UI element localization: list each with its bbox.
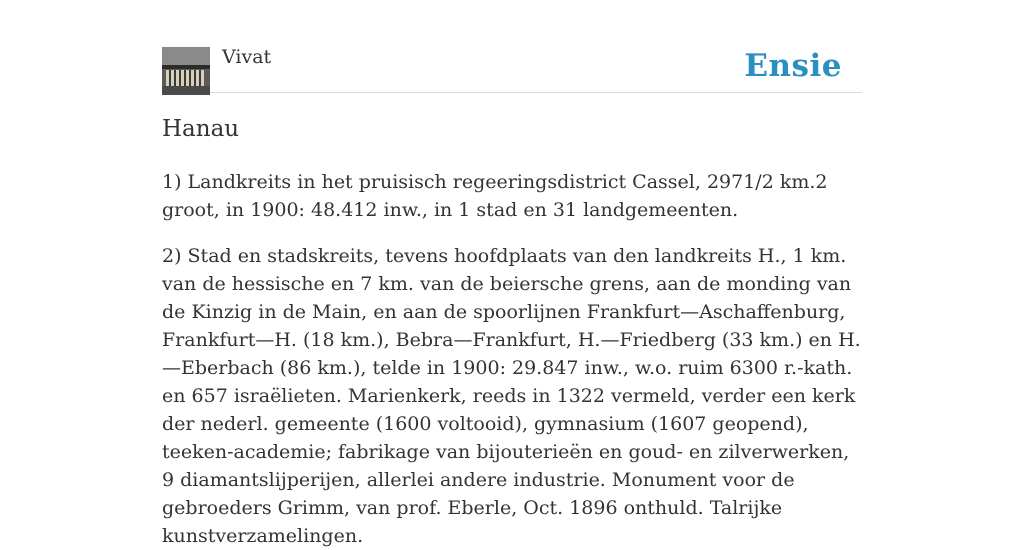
entry-paragraph-2: 2) Stad en stadskreits, tevens hoofdplaats van den landkreits H., 1 km. van de hessische en 7 km. van de beiersche grens, aan de monding van de Kinzig in de Main, en aan de spoorlijnen Frankfurt—Aschaffenburg, Frankfurt—H. (18 km.), Bebra—Frankfurt, H.—Friedberg (33 km.) en H.—Eberbach (86 km.), telde in 1900: 29.847 inw., w.o. ruim 6300 r.-kath. en 657 israëlieten. Marienkerk, reeds in 1322 vermeld, verder een kerk der nederl. gemeente (1600 voltooid), gymnasium (1607 geopend), teeken-academie; fabrikage van bijouterieën en goud- en zilverwerken, 9 diamantslijperijen, allerlei andere industrie. Monument voor de gebroeders Grimm, van prof. Eberle, Oct. 1896 onthuld. Talrijke kunstverzamelingen. xyxy=(162,245,861,547)
header xyxy=(162,0,862,93)
entry-title: Hanau xyxy=(162,116,240,142)
book-spines-icon xyxy=(162,47,210,95)
page xyxy=(162,0,862,547)
source-name-link[interactable]: Vivat xyxy=(222,46,272,68)
source-avatar[interactable] xyxy=(162,47,210,95)
entry-paragraph-1: 1) Landkreits in het pruisisch regeeringsdistrict Cassel, 2971/2 km.2 groot, in 1900: 48.412 inw., in 1 stad en 31 landgemeenten. xyxy=(162,171,828,221)
brand-logo[interactable]: Ensie xyxy=(744,48,842,84)
